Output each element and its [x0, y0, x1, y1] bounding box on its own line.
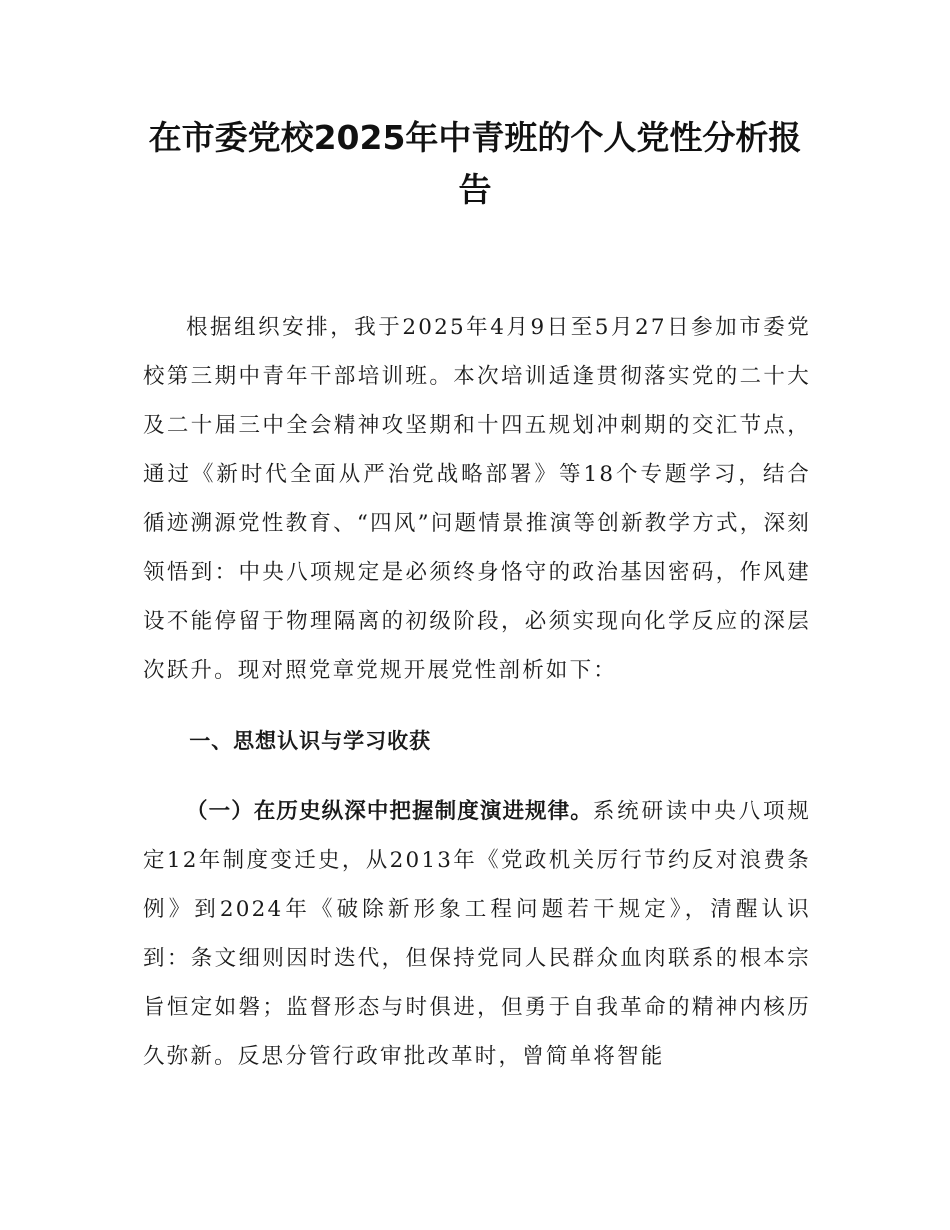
subsection-title: （一）在历史纵深中把握制度演进规律。: [186, 799, 593, 824]
subsection-paragraph: [143, 787, 811, 1081]
section-heading: 一、思想认识与学习收获: [189, 729, 432, 753]
document-title: 在市委党校2025年中青班的个人党性分析报告: [148, 118, 802, 209]
subsection-text: 系统研读中央八项规定12年制度变迁史，从2013年《党政机关厉行节约反对浪费条例》到2024年《破除新形象工程问题若干规定》，清醒认识到：条文细则因时迭代，但保持党同人民群众血肉联系的根本宗旨恒定如磐；监督形态与时俱进，但勇于自我革命的精神内核历久弥新。反思分管行政审批改革时，曾简单将智能: [143, 799, 811, 1069]
intro-paragraph: 根据组织安排，我于2025年4月9日至5月27日参加市委党校第三期中青年干部培训班。本次培训适逢贯彻落实党的二十大及二十届三中全会精神攻坚期和十四五规划冲刺期的交汇节点，通过《新时代全面从严治党战略部署》等18个专题学习，结合循迹溯源党性教育、“四风”问题情景推演等创新教学方式，深刻领悟到：中央八项规定是必须终身恪守的政治基因密码，作风建设不能停留于物理隔离的初级阶段，必须实现向化学反应的深层次跃升。现对照党章党规开展党性剖析如下：: [143, 315, 811, 683]
document-body: [143, 303, 811, 1081]
